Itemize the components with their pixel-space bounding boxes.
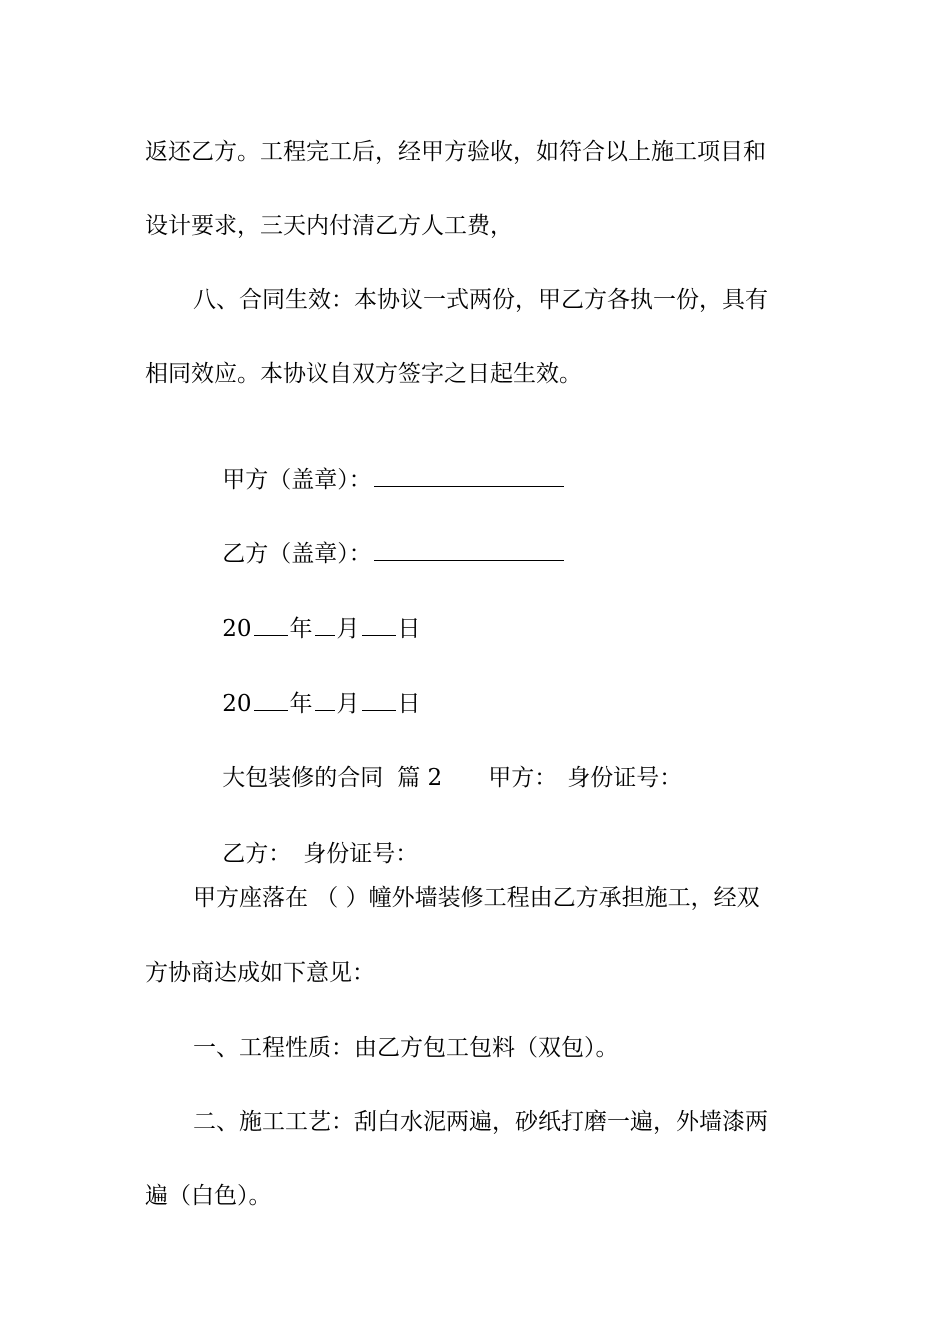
party-b-seal-label: 乙方（盖章）： [222, 541, 372, 567]
party-b-line [193, 809, 419, 867]
day-blank [362, 617, 396, 636]
date-year-label: 年 [289, 616, 313, 642]
party-a-seal-label: 甲方（盖章）： [222, 467, 372, 493]
date-year-label: 年 [289, 691, 313, 717]
date-line [193, 659, 421, 717]
day-blank [362, 692, 396, 711]
paragraph-line: 八、合同生效：本协议一式两份，甲乙方各执一份，具有 [193, 287, 768, 313]
date-month-label: 月 [336, 616, 360, 642]
year-blank [254, 617, 288, 636]
contract-heading [193, 733, 683, 791]
date-line [193, 584, 421, 642]
contract-part: 篇 2 [397, 765, 443, 791]
date-prefix: 20 [222, 691, 252, 717]
paragraph-line: 设计要求，三天内付清乙方人工费， [145, 213, 513, 239]
contract-title: 大包装修的合同 [222, 765, 384, 791]
party-b-label: 乙方： [222, 841, 292, 867]
clause-item: 二、施工工艺：刮白水泥两遍，砂纸打磨一遍，外墙漆两 [193, 1109, 768, 1135]
month-blank [315, 692, 335, 711]
signature-blank [374, 542, 564, 561]
date-month-label: 月 [336, 691, 360, 717]
paragraph-line: 遍（白色）。 [145, 1183, 272, 1209]
paragraph-line: 甲方座落在 （ ）幢外墙装修工程由乙方承担施工，经双 [193, 885, 760, 911]
date-day-label: 日 [397, 616, 421, 642]
party-a-seal-line [193, 435, 566, 493]
clause-item: 一、工程性质：由乙方包工包料（双包）。 [193, 1035, 619, 1061]
paragraph-line: 返还乙方。工程完工后，经甲方验收，如符合以上施工项目和 [145, 139, 766, 165]
signature-blank [374, 468, 564, 487]
paragraph-line: 方协商达成如下意见： [145, 960, 375, 986]
heading-id-label: 身份证号： [567, 765, 683, 791]
date-day-label: 日 [397, 691, 421, 717]
date-prefix: 20 [222, 616, 252, 642]
party-b-seal-line [193, 509, 566, 567]
year-blank [254, 692, 288, 711]
party-b-id-label: 身份证号： [303, 841, 419, 867]
heading-party-a: 甲方： [488, 765, 558, 791]
paragraph-line: 相同效应。本协议自双方签字之日起生效。 [145, 361, 582, 387]
month-blank [315, 617, 335, 636]
